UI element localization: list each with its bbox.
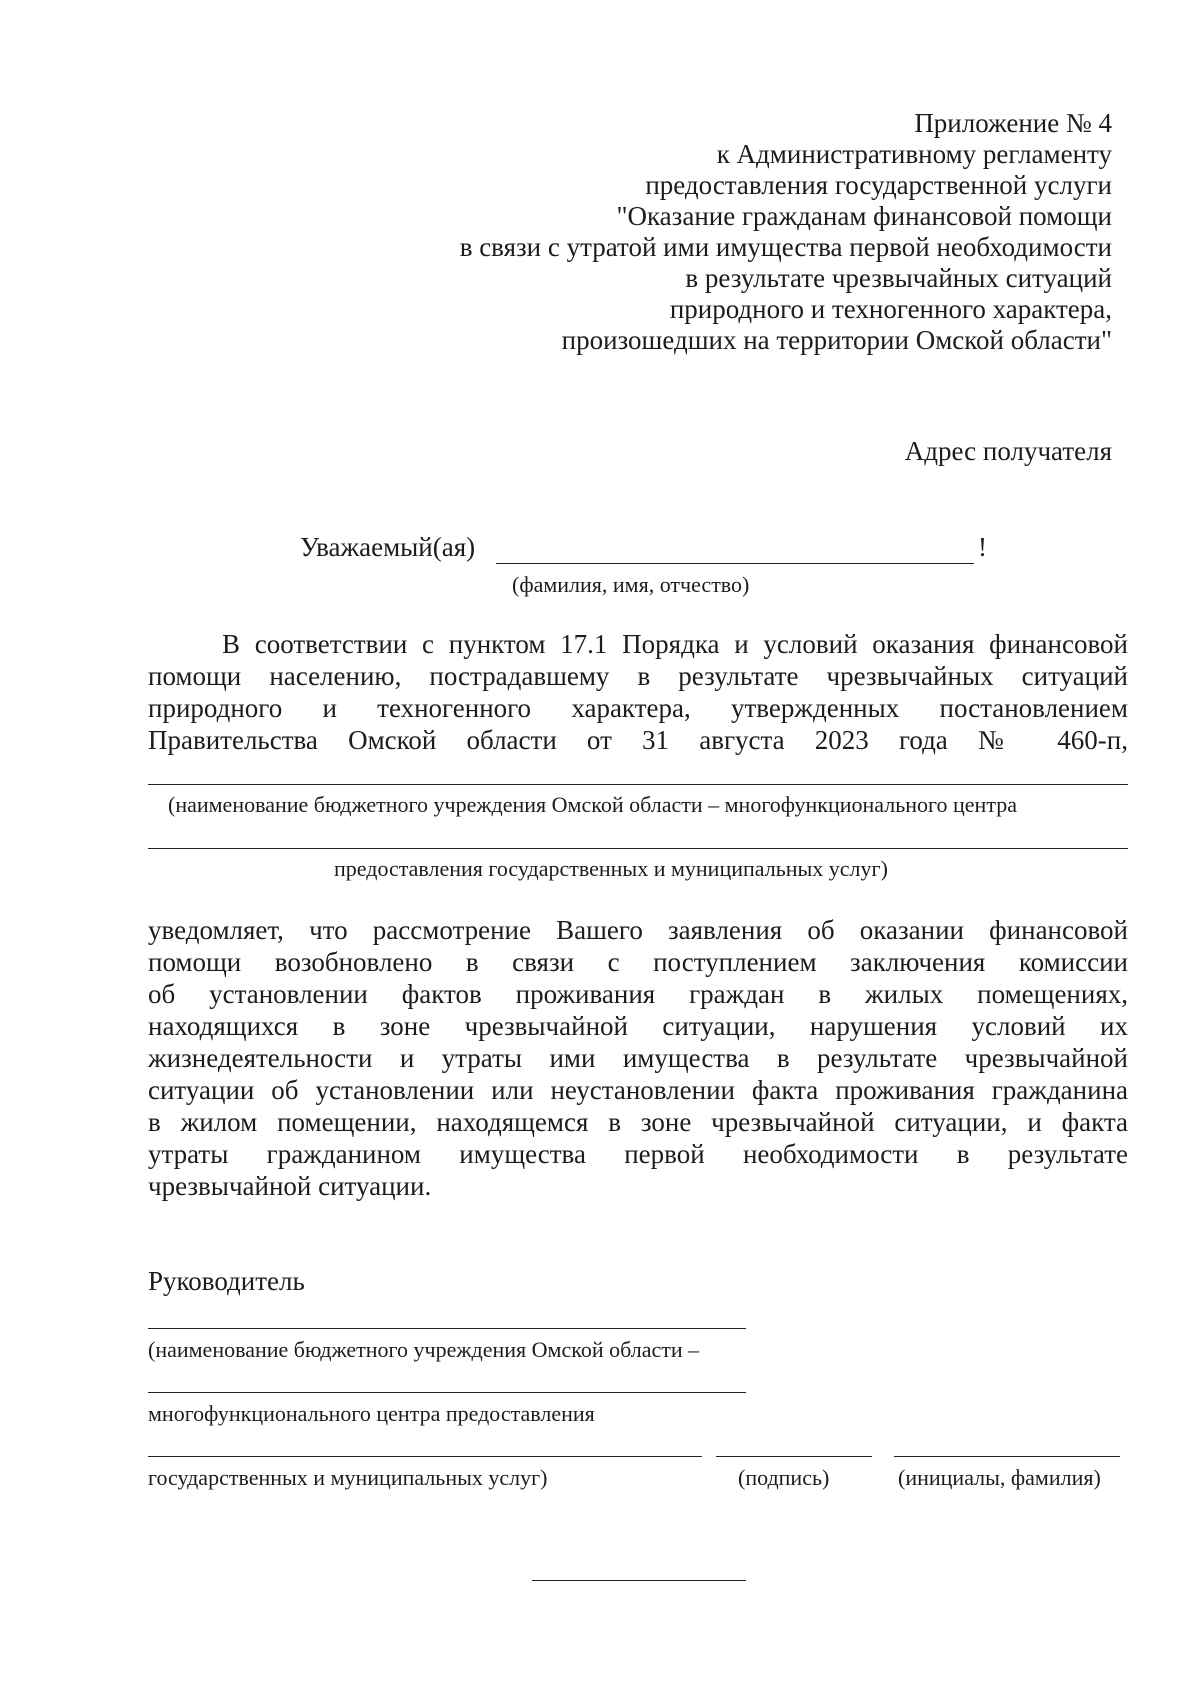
recipient-name-caption: (фамилия, имя, отчество) [512,572,750,597]
paragraph-line: в жилом помещении, находящемся в зоне чрезвычайной ситуации, и факта [148,1107,1128,1137]
greeting-label: Уважаемый(ая) [300,532,476,562]
annex-line: в результате чрезвычайных ситуаций [685,263,1112,293]
org-name-caption: (наименование бюджетного учреждения Омской области – многофункционального центра [168,792,1017,817]
end-divider [532,1580,746,1581]
org-name-caption: предоставления государственных и муниципальных услуг) [334,856,888,881]
org-name-field-line [148,848,1128,849]
signatory-org-caption: (наименование бюджетного учреждения Омской области – [148,1337,700,1362]
paragraph-line: В соответствии с пунктом 17.1 Порядка и условий оказания финансовой [222,629,1128,659]
annex-header [460,108,1112,356]
annex-line: произошедших на территории Омской области" [561,325,1112,355]
annex-line: предоставления государственной услуги [645,170,1112,200]
paragraph-line: находящихся в зоне чрезвычайной ситуации, нарушения условий их [148,1011,1128,1041]
paragraph-line: природного и техногенного характера, утвержденных постановлением [148,693,1128,723]
paragraph-line: ситуации об установлении или неустановлении факта проживания гражданина [148,1075,1128,1105]
paragraph-line: помощи населению, пострадавшему в результате чрезвычайных ситуаций [148,661,1128,691]
annex-line: к Административному регламенту [716,139,1112,169]
paragraph-line: жизнедеятельности и утраты ими имущества в результате чрезвычайной [148,1043,1128,1073]
annex-line: Приложение № 4 [914,108,1112,138]
initials-caption: (инициалы, фамилия) [898,1465,1101,1490]
annex-line: в связи с утратой ими имущества первой необходимости [459,232,1112,262]
recipient-name-field-line [496,563,974,564]
signatory-title: Руководитель [148,1266,305,1296]
greeting-exclamation: ! [978,532,987,562]
recipient-address: Адрес получателя [904,436,1112,466]
paragraph-line: об установлении фактов проживания граждан в жилых помещениях, [148,979,1128,1009]
paragraph-line: Правительства Омской области от 31 августа 2023 года № 460-п, [148,725,1128,755]
paragraph-line: чрезвычайной ситуации. [148,1171,432,1201]
paragraph-line: уведомляет, что рассмотрение Вашего заявления об оказании финансовой [148,915,1128,945]
org-name-field-line [148,784,1128,785]
annex-line: "Оказание гражданам финансовой помощи [616,201,1112,231]
annex-line: природного и техногенного характера, [669,294,1112,324]
signatory-org-field-line [148,1328,746,1329]
paragraph-line: утраты гражданином имущества первой необходимости в результате [148,1139,1128,1169]
signature-caption: (подпись) [738,1465,830,1490]
signatory-org-caption: многофункционального центра предоставления [148,1401,595,1426]
initials-field-line [894,1456,1120,1457]
signature-field-line [716,1456,872,1457]
signatory-org-field-line [148,1392,746,1393]
paragraph-line: помощи возобновлено в связи с поступлением заключения комиссии [148,947,1128,977]
signatory-org-field-line [148,1456,702,1457]
signatory-org-caption: государственных и муниципальных услуг) [148,1465,548,1490]
